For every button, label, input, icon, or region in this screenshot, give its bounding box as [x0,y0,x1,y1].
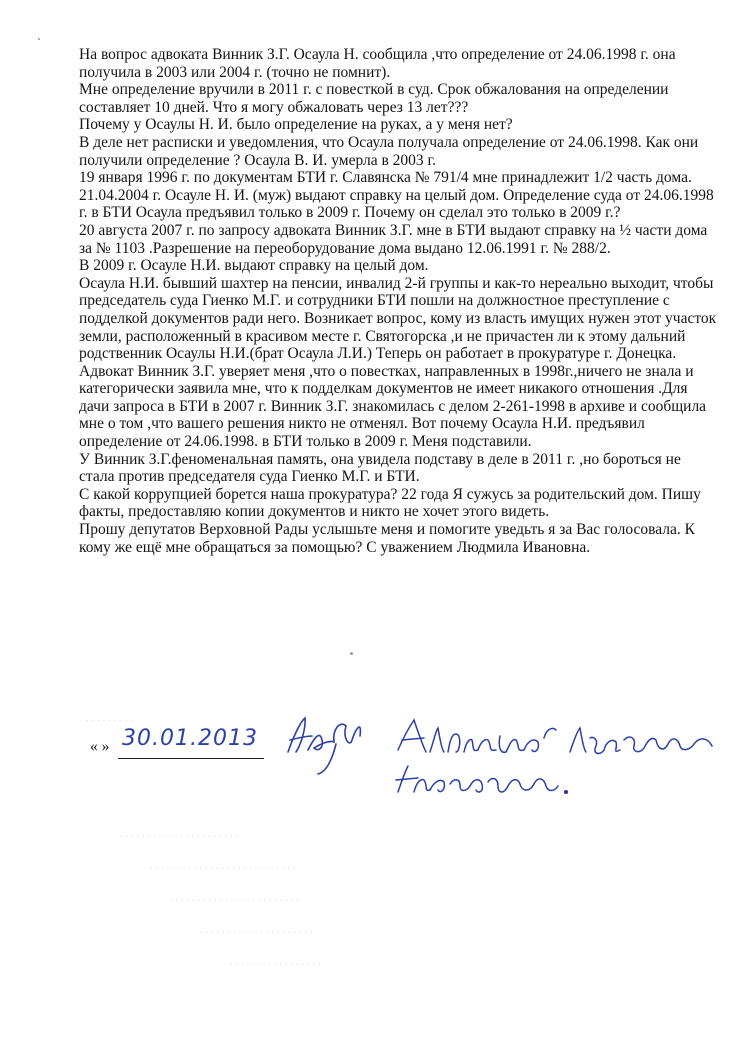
paragraph: На вопрос адвоката Винник З.Г. Осаула Н. сообщила ,что определение от 24.06.1998 г. она получила в 2003 или 2004 г. (точно не помнит). [79,46,676,81]
paragraph: В 2009 г. Осауле Н.И. выдают справку на целый дом. [79,257,429,275]
bleed-through-text: . . . . . . . . . . . . . . . . . . . . . . . . [170,892,300,904]
paragraph: С какой коррупцией борется наша прокуратура? 22 года Я сужусь за родительский дом. Пишу факты, предоставляю копии документов и никто не хочет этого видеть. [79,485,701,521]
paragraph: Адвокат Винник З.Г. уверяет меня ,что о повестках, направленных в 1998г.,ничего не знала и категорически заявила мне, что к подделкам документов не имеет никакого отношения .Для дачи запроса в БТИ в 2007 г. Винник З.Г. знакомилась с делом 2-261-1998 в архиве и сообщила мне о том ,что вашего решения никто не отменял. Вот почему Осаула Н.И. предъявил определение от 24.06.1998. в БТИ только в 2009 г. Меня подставили. [79,362,707,451]
bleed-through-text: . . . . . . . . . . . . . . . . . . . . . [200,924,313,936]
signature-name-line2 [396,766,567,793]
letter-body [79,46,719,556]
paragraph: В деле нет расписки и уведомления, что Осаула получала определение от 24.06.1998. Как они получили определение ? Осаула В. И. умерла в 2003 г. [79,133,699,169]
signature-name-line1 [398,720,712,753]
paragraph: Почему у Осаулы Н. И. было определение на руках, а у меня нет? [79,116,513,134]
bleed-through-text: . . . . . . . . . . . . . . . . . [230,956,321,968]
paragraph: 20 августа 2007 г. по запросу адвоката Винник З.Г. мне в БТИ выдают справку на ½ части дома за № 1103 .Разрешение на переоборудование дома выдано 12.06.1991 г. № 288/2. [79,221,708,257]
paragraph: У Винник З.Г.феноменальная память, она увидела подставу в деле в 2011 г. ,но бороться не стала против председателя суда Гиенко М.Г. и БТИ. [79,450,681,486]
signature-scribble [288,718,360,774]
scan-speck [38,38,40,40]
paragraph: Мне определение вручили в 2011 г. с повесткой в суд. Срок обжалования на определении составляет 10 дней. Что я могу обжаловать через 13 лет??? [79,81,669,116]
handwritten-date: 30.01.2013 [122,726,258,751]
paragraph: 19 января 1996 г. по документам БТИ г. Славянска № 791/4 мне принадлежит 1/2 часть дома. 21.04.2004 г. Осауле Н. И. (муж) выдают справку на целый дом. Определение суда от 24.06.1998 г. в БТИ Осаула предъявил только в 2009 г. Почему он сделал это только в 2009 г.? [79,169,714,222]
bleed-through-text: . . . . . . . . . . . . . . . . . . . . . . . . . . . [150,860,296,872]
bleed-through-text: . . . . . . . . . [86,712,133,724]
paragraph: Прошу депутатов Верховной Рады услышьте меня и помогите уведьть я за Вас голосовала. К кому же ещё мне обращаться за помощью? С уважением Людмила Ивановна. [79,521,695,556]
bleed-through-text: . . . . . . . . . . . . . . . . . . . . . . [120,828,239,840]
date-quote-marks: « » [90,738,110,755]
paragraph: Осаула Н.И. бывший шахтер на пенсии, инвалид 2-й группы и как-то нереально выходит, чтобы председатель суда Гиенко М.Г. и сотрудники БТИ пошли на должностное преступление с подделкой документов ради него. Возникает вопрос, кому из власть имущих нужен этот участок земли, расположенный в красивом месте г. Святогорска ,и не причастен ли к этому дальний родственник Осаулы Н.И.(брат Осаула Л.И.) Теперь он работает в прокуратуре г. Донецка. [79,274,717,363]
scan-speck [350,652,353,655]
